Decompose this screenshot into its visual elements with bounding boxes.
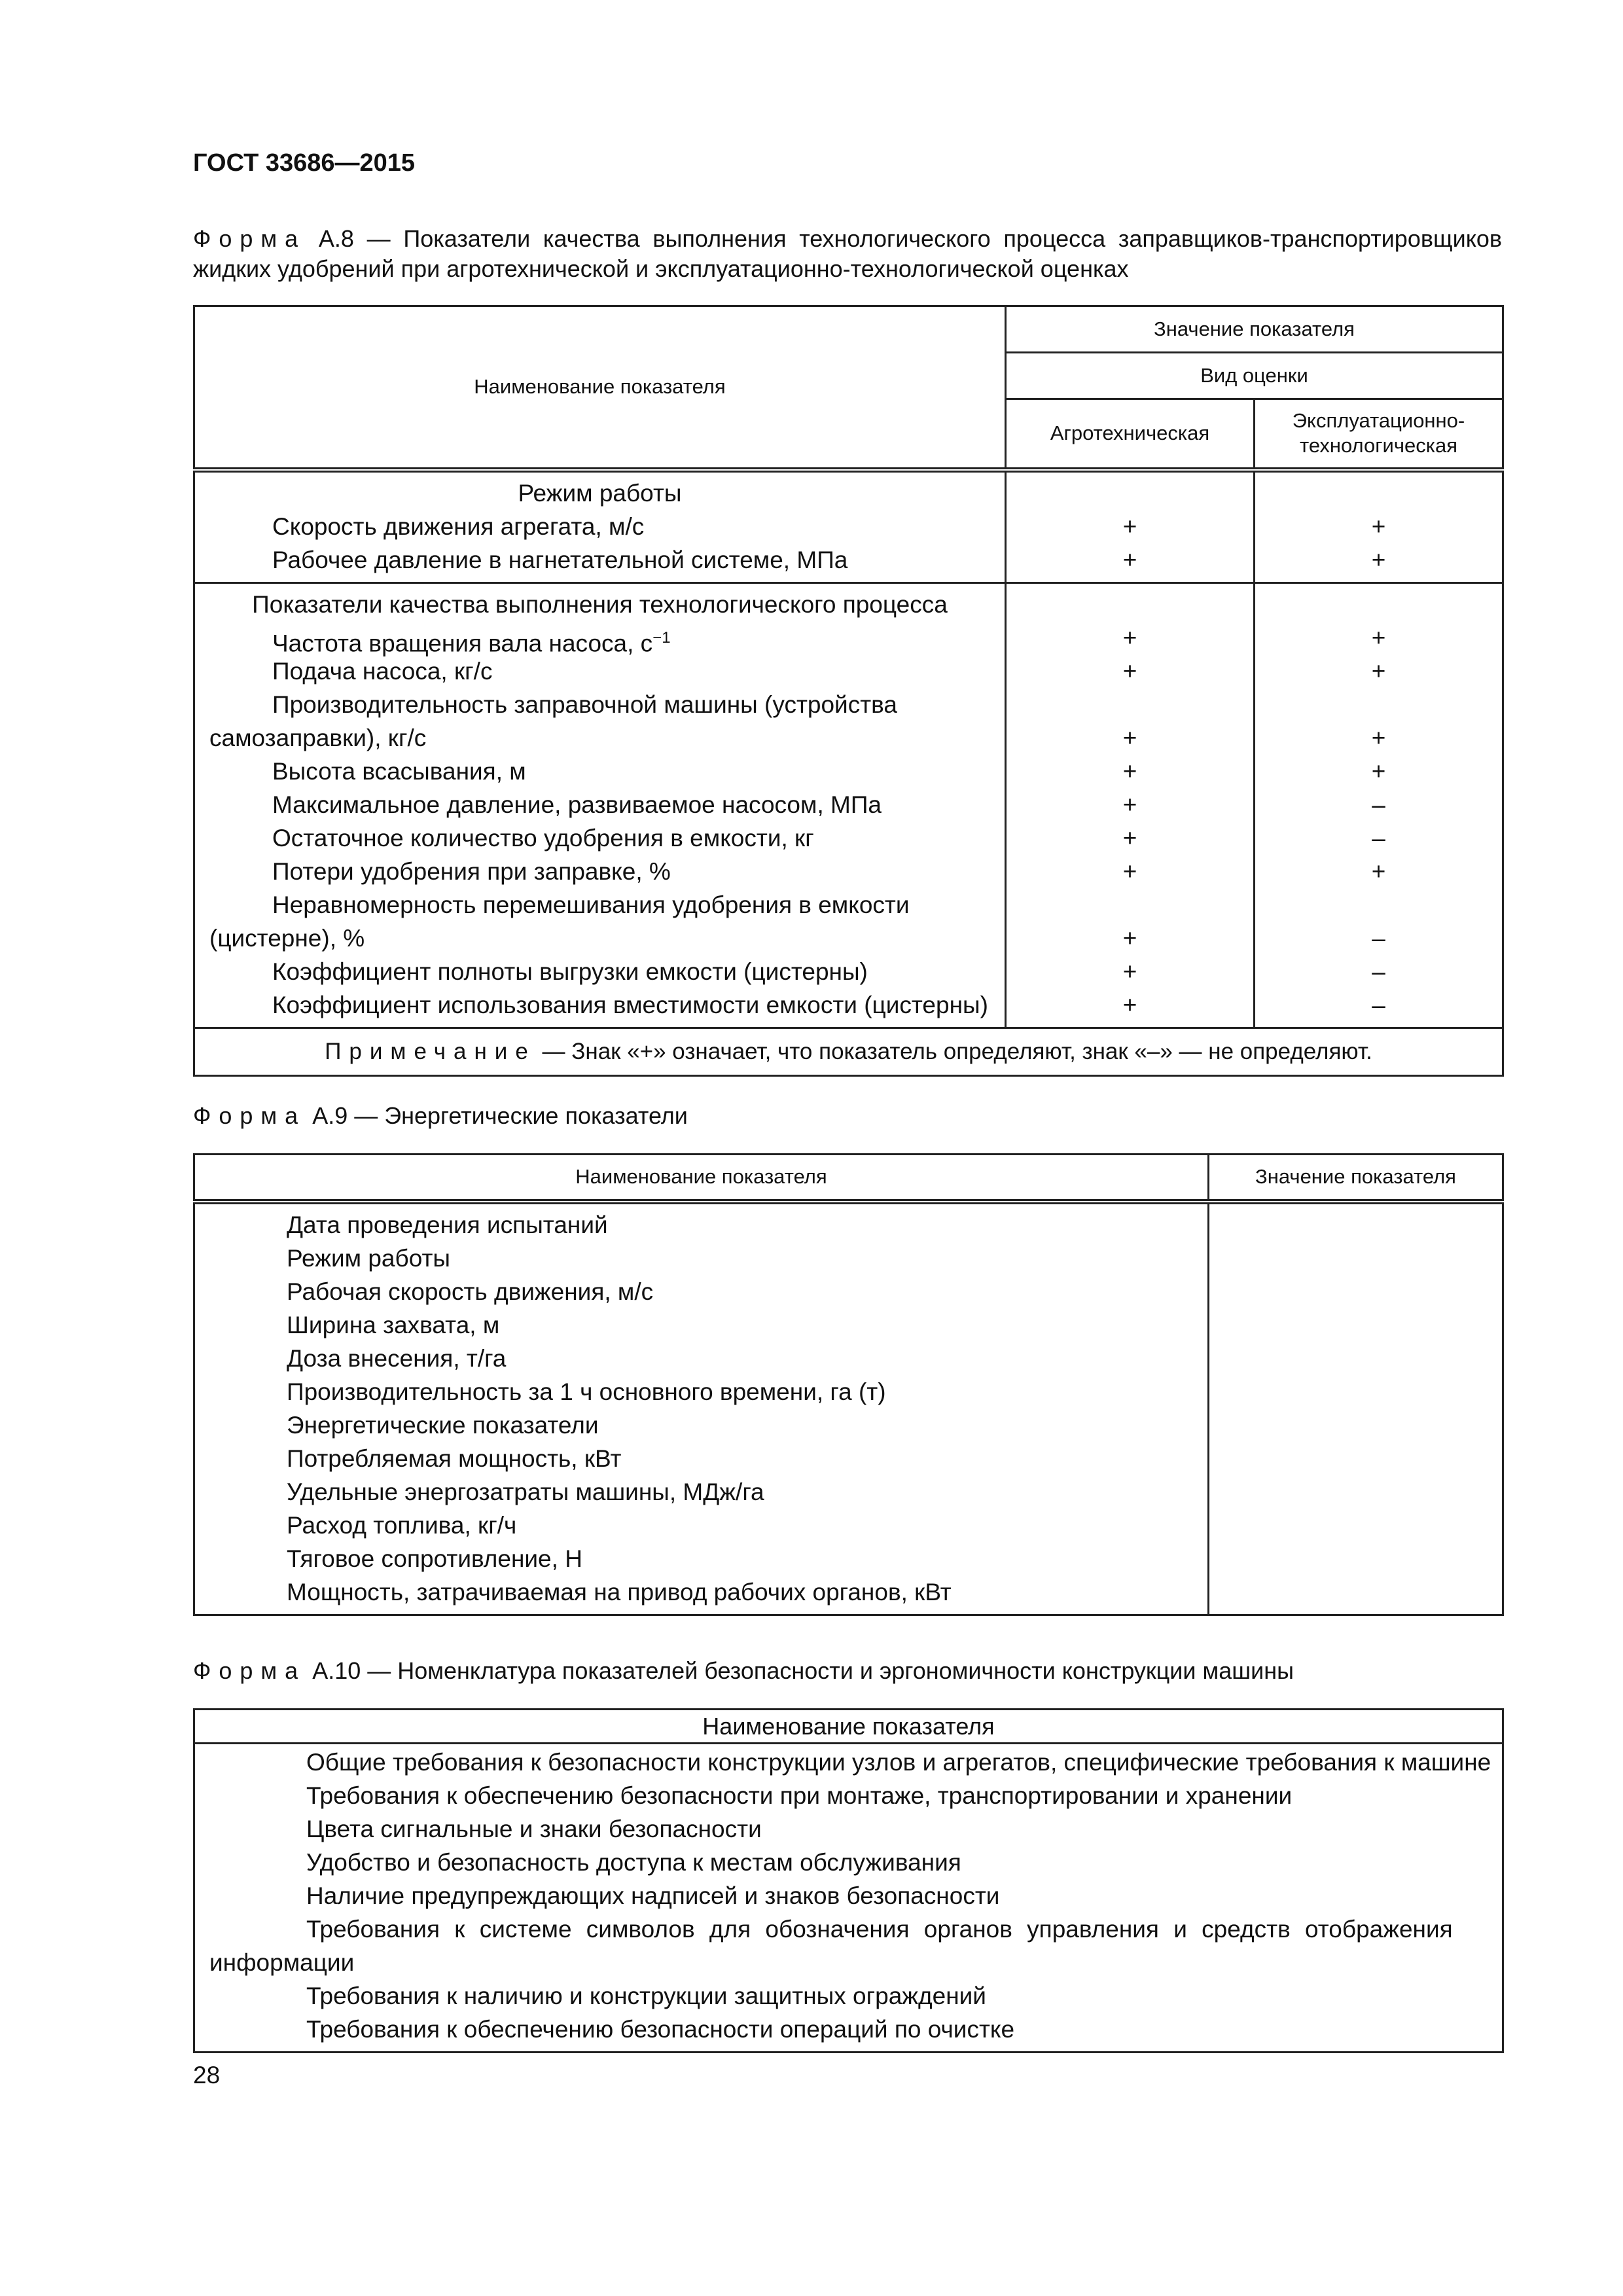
- expl-mark: +: [1371, 724, 1386, 751]
- table-row: Остаточное количество удобрения в емкости, кг: [272, 824, 814, 852]
- table-row-continuation: (цистерне), %: [209, 924, 365, 952]
- table-row: Коэффициент полноты выгрузки емкости (цистерны): [272, 958, 868, 985]
- expl-mark: +: [1371, 546, 1386, 573]
- table-row: Скорость движения агрегата, м/с: [272, 512, 645, 540]
- expl-mark: +: [1371, 512, 1386, 540]
- table-row: Неравномерность перемешивания удобрения в емкости: [272, 891, 910, 918]
- a8-col-agro-header: Агротехническая: [1006, 399, 1255, 470]
- form-a10-caption-text: А.10 — Номенклатура показателей безопасности и эргономичности конструкции машины: [306, 1657, 1294, 1684]
- expl-mark: –: [1372, 924, 1385, 952]
- agro-mark: +: [1122, 724, 1137, 751]
- expl-mark: –: [1372, 791, 1385, 818]
- agro-mark: +: [1122, 991, 1137, 1018]
- page-number: 28: [193, 2062, 221, 2089]
- table-row: Удельные энергозатраты машины, МДж/га: [287, 1478, 764, 1505]
- table-row: Коэффициент использования вместимости емкости (цистерны): [272, 991, 988, 1018]
- table-row: Производительность за 1 ч основного времени, га (т): [287, 1378, 886, 1405]
- a8-note: [194, 1028, 1503, 1075]
- a9-col-name-header: Наименование показателя: [194, 1155, 1209, 1202]
- table-row: Подача насоса, кг/с: [272, 657, 493, 685]
- a9-values-empty: [1209, 1202, 1503, 1615]
- table-row: Потери удобрения при заправке, %: [272, 857, 671, 885]
- a8-section1-title: Режим работы: [518, 479, 682, 507]
- form-a9-caption-label: Форма: [193, 1102, 306, 1129]
- agro-mark: +: [1122, 546, 1137, 573]
- note-text: — Знак «+» означает, что показатель определяют, знак «–» — не определяют.: [535, 1038, 1372, 1064]
- table-row: Требования к системе символов для обозначения органов управления и средств отображения: [306, 1916, 1453, 1943]
- table-row: Потребляемая мощность, кВт: [287, 1444, 622, 1472]
- table-row: Рабочее давление в нагнетательной системе, МПа: [272, 546, 848, 573]
- agro-mark: +: [1122, 791, 1137, 818]
- table-row: Тяговое сопротивление, Н: [287, 1545, 582, 1572]
- a8-section1-agro: [1006, 470, 1255, 583]
- expl-mark: +: [1371, 857, 1386, 885]
- table-row: Расход топлива, кг/ч: [287, 1511, 517, 1539]
- a8-col-type-header: Вид оценки: [1006, 353, 1503, 399]
- form-a10-caption-label: Форма: [193, 1657, 306, 1684]
- agro-mark: +: [1122, 657, 1137, 685]
- table-row: Мощность, затрачиваемая на привод рабочих органов, кВт: [287, 1578, 952, 1605]
- superscript: −1: [652, 628, 671, 647]
- table-row: Производительность заправочной машины (устройства: [272, 691, 897, 718]
- table-row: Доза внесения, т/га: [287, 1344, 507, 1372]
- a8-section2-expl: [1255, 583, 1503, 1028]
- table-row: Режим работы: [287, 1244, 451, 1272]
- expl-mark: +: [1371, 657, 1386, 685]
- table-row: Частота вращения вала насоса, $с^{-1}$: [272, 628, 671, 656]
- table-row: Дата проведения испытаний: [287, 1211, 608, 1238]
- table-row: Максимальное давление, развиваемое насосом, МПа: [272, 791, 882, 818]
- table-row: Цвета сигнальные и знаки безопасности: [306, 1816, 762, 1842]
- a8-section2-names: [194, 583, 1006, 1028]
- table-row: Требования к обеспечению безопасности при монтаже, транспортировании и хранении: [306, 1782, 1293, 1809]
- expl-mark: –: [1372, 824, 1385, 852]
- form-a9-caption: [193, 1101, 1502, 1131]
- form-a8-table: [193, 305, 1504, 1077]
- a8-section1-names: [194, 470, 1006, 583]
- note-label: Примечание: [325, 1038, 536, 1064]
- form-a10-caption: [193, 1656, 1502, 1686]
- table-row: Общие требования к безопасности конструкции узлов и агрегатов, специфические требования к машине: [306, 1749, 1491, 1776]
- form-a8-caption: [193, 224, 1502, 284]
- form-a9-table: [193, 1153, 1504, 1616]
- form-a10-table: [193, 1708, 1504, 2053]
- a9-names: [194, 1202, 1209, 1615]
- agro-mark: +: [1122, 924, 1137, 952]
- table-row-continuation: самозаправки), кг/с: [209, 724, 427, 751]
- agro-mark: +: [1122, 512, 1137, 540]
- agro-mark: +: [1122, 757, 1137, 785]
- form-a9-caption-text: А.9 — Энергетические показатели: [306, 1102, 688, 1129]
- a10-col-name-header: Наименование показателя: [194, 1710, 1503, 1744]
- agro-mark: +: [1122, 624, 1137, 651]
- table-row-continuation: информации: [209, 1949, 355, 1976]
- table-row: Удобство и безопасность доступа к местам обслуживания: [306, 1849, 961, 1876]
- table-row: Требования к наличию и конструкции защитных ограждений: [306, 1982, 986, 2009]
- a8-col-value-header: Значение показателя: [1006, 306, 1503, 353]
- a8-col-expl-header: Эксплуатационно-технологическая: [1255, 399, 1503, 470]
- expl-mark: –: [1372, 958, 1385, 985]
- a10-names: [194, 1744, 1503, 2053]
- agro-mark: +: [1122, 958, 1137, 985]
- table-row: Рабочая скорость движения, м/с: [287, 1278, 654, 1305]
- a8-col-name-header: Наименование показателя: [194, 306, 1006, 470]
- table-row: Требования к обеспечению безопасности операций по очистке: [306, 2016, 1015, 2043]
- table-row: Энергетические показатели: [287, 1411, 599, 1439]
- expl-mark: +: [1371, 624, 1386, 651]
- a9-col-value-header: Значение показателя: [1209, 1155, 1503, 1202]
- expl-mark: –: [1372, 991, 1385, 1018]
- a8-section1-expl: [1255, 470, 1503, 583]
- expl-mark: +: [1371, 757, 1386, 785]
- agro-mark: +: [1122, 824, 1137, 852]
- table-row: Ширина захвата, м: [287, 1311, 500, 1338]
- form-a8-caption-text: А.8 — Показатели качества выполнения технологического процесса заправщиков-транспортировщиков жидких удобрений при агротехнической и эксплуатационно-технологической оценках: [193, 225, 1502, 282]
- table-row: Высота всасывания, м: [272, 757, 526, 785]
- a8-section2-agro: [1006, 583, 1255, 1028]
- a8-section2-title: Показатели качества выполнения технологического процесса: [252, 590, 948, 618]
- table-row: Наличие предупреждающих надписей и знаков безопасности: [306, 1882, 1000, 1909]
- form-a8-caption-label: Форма: [193, 225, 306, 252]
- agro-mark: +: [1122, 857, 1137, 885]
- document-code: ГОСТ 33686—2015: [193, 149, 416, 177]
